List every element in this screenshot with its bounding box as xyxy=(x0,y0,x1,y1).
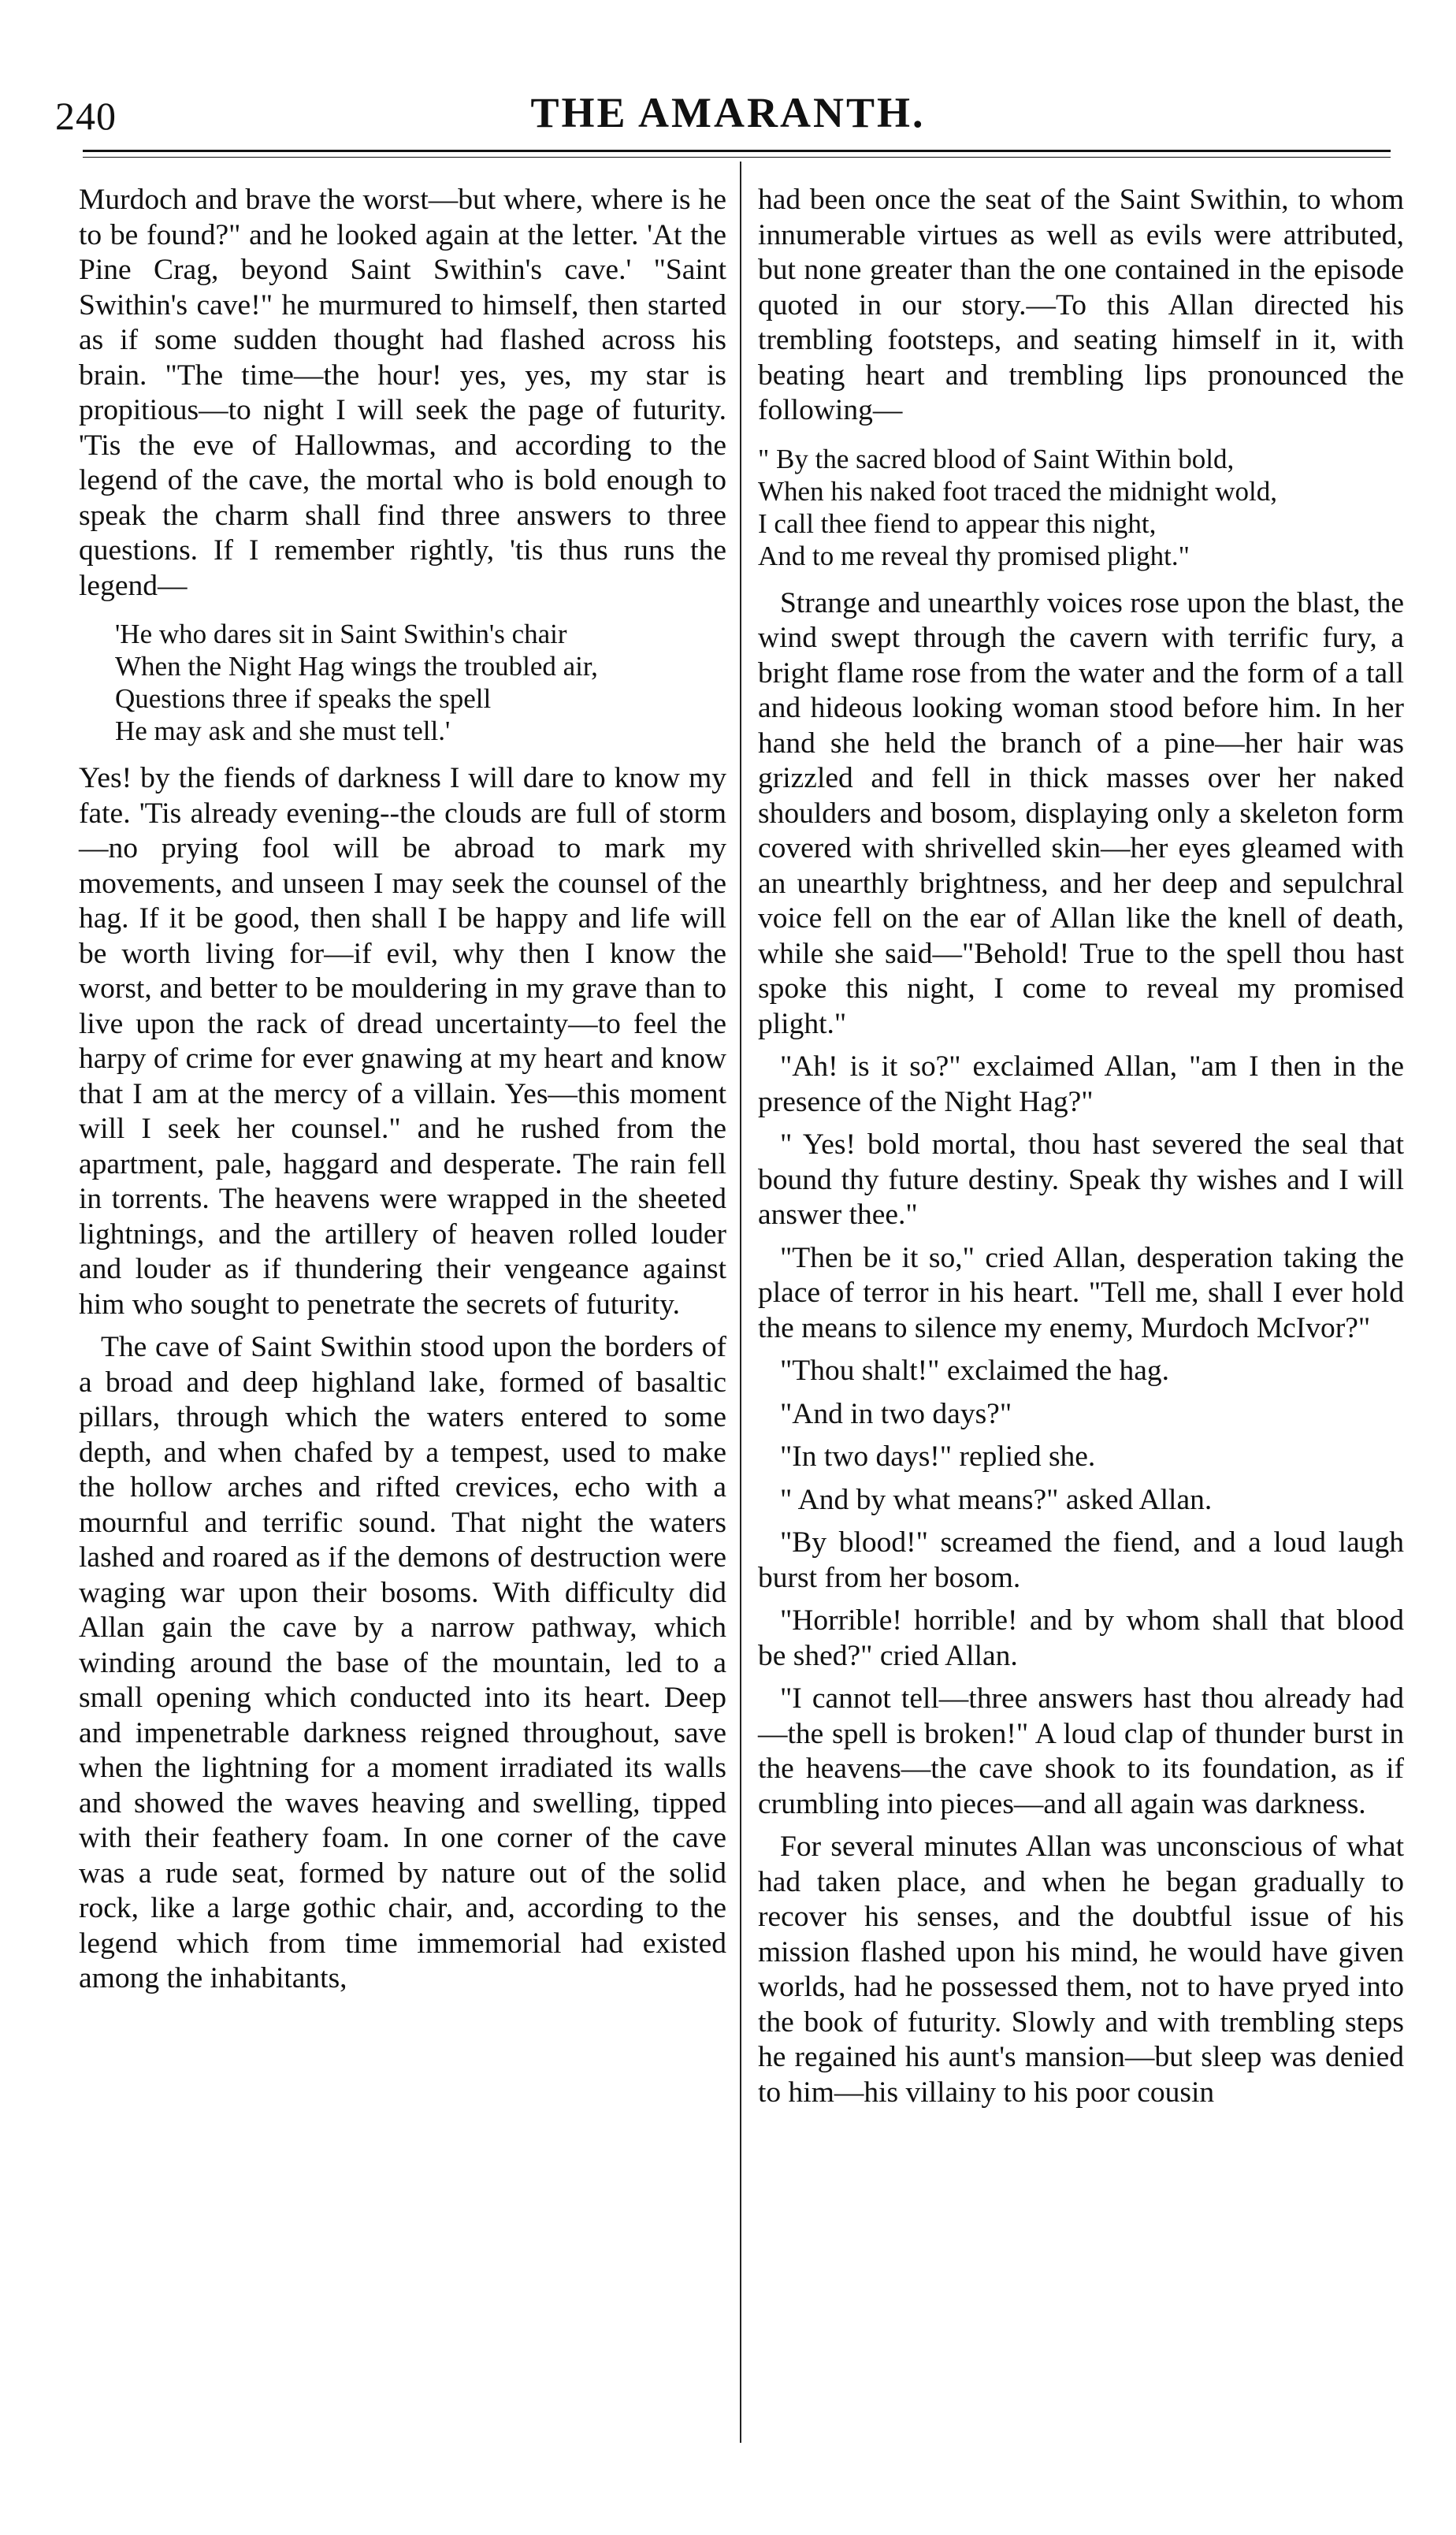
dialog-line-9: "Horrible! horrible! and by whom shall that blood be shed?" cried Allan. xyxy=(758,1604,1404,1672)
left-verse-line-3: Questions three if speaks the spell xyxy=(115,683,492,714)
right-verse xyxy=(758,443,1404,572)
right-verse-line-1: " By the sacred blood of Saint Within bold, xyxy=(758,443,1235,474)
right-paragraph-2: Strange and unearthly voices rose upon the blast, the wind swept through the cavern with terrific fury, a bright flame rose from the water and the form of a tall and hideous looking woman stood before him. In her hand she held the branch of a pine—her hair was grizzled and fell in thick masses over her naked shoulders and bosom, displaying only a skeleton form covered with shrivelled skin—her eyes gleamed with an unearthly brightness, and her deep and sepulchral voice fell on the ear of Allan like the knell of death, while she said—"Behold! True to the spell thou hast spoke this night, I come to reveal my promised plight." xyxy=(758,586,1404,1040)
left-column xyxy=(79,183,726,1997)
dialog-line-6: "In two days!" replied she. xyxy=(780,1440,1096,1473)
right-verse-line-3: I call thee fiend to appear this night, xyxy=(758,507,1157,539)
running-title: THE AMARANTH. xyxy=(530,89,926,136)
right-column xyxy=(758,183,1404,2110)
dialog-line-1: "Ah! is it so?" exclaimed Allan, "am I then in the presence of the Night Hag?" xyxy=(758,1050,1404,1118)
dialog-line-8: "By blood!" screamed the fiend, and a loud laugh burst from her bosom. xyxy=(758,1526,1404,1594)
right-verse-line-4: And to me reveal thy promised plight." xyxy=(758,540,1190,571)
dialog-line-4: "Thou shalt!" exclaimed the hag. xyxy=(780,1355,1170,1387)
page-number: 240 xyxy=(55,94,117,138)
dialog-line-10: "I cannot tell—three answers hast thou already had—the spell is broken!" A loud clap of thunder burst in the heavens—the cave shook to its foundation, as if crumbling into pieces—and all again was darkness. xyxy=(758,1682,1404,1820)
left-paragraph-2: Yes! by the fiends of darkness I will dare to know my fate. 'Tis already evening--the clouds are full of storm—no prying fool will be abroad to mark my movements, and unseen I may seek the counsel of the hag. If it be good, then shall I be happy and life will be worth living for—if evil, why then I know the worst, and better to be mouldering in my grave than to live upon the rack of dread uncertainty—to feel the harpy of crime for ever gnawing at my heart and know that I am at the mercy of a villain. Yes—this moment will I seek her counsel." and he rushed from the apartment, pale, haggard and desperate. The rain fell in torrents. The heavens were wrapped in the sheeted lightnings, and the artillery of heaven rolled louder and louder as if thundering their vengeance against him who sought to penetrate the secrets of futurity. xyxy=(79,762,726,1321)
header-rule-thin xyxy=(83,157,1391,158)
left-verse xyxy=(79,618,726,747)
right-verse-line-2: When his naked foot traced the midnight wold, xyxy=(758,475,1278,507)
column-divider xyxy=(740,162,741,2443)
left-paragraph-1: Murdoch and brave the worst—but where, where is he to be found?" and he looked again at the letter. 'At the Pine Crag, beyond Saint Swithin's cave.' "Saint Swithin's cave!" he murmured to himself, then started as if some sudden thought had flashed across his brain. "The time—the hour! yes, yes, my star is propitious—to night I will seek the page of futurity. 'Tis the eve of Hallowmas, and according to the legend of the cave, the mortal who is bold enough to speak the charm shall find three answers to three questions. If I remember rightly, 'tis thus runs the legend— xyxy=(79,184,726,602)
dialog-line-7: " And by what means?" asked Allan. xyxy=(780,1483,1213,1516)
left-paragraph-3: The cave of Saint Swithin stood upon the borders of a broad and deep highland lake, formed of basaltic pillars, through which the waters entered to some depth, and when chafed by a tempest, used to make the hollow arches and rifted crevices, echo with a mournful and terrific sound. That night the waters lashed and roared as if the demons of destruction were waging war upon their bosoms. With difficulty did Allan gain the cave by a narrow pathway, which winding around the base of the mountain, led to a small opening which conducted into its heart. Deep and impenetrable darkness reigned throughout, save when the lightning for a moment irradiated its walls and showed the waves heaving and swelling, tipped with their feathery foam. In one corner of the cave was a rude seat, formed by nature out of the solid rock, like a large gothic chair, and, according to the legend which from time immemorial had existed among the inhabitants, xyxy=(79,1331,726,1994)
left-verse-line-4: He may ask and she must tell.' xyxy=(115,716,451,746)
left-verse-line-1: 'He who dares sit in Saint Swithin's chair xyxy=(115,619,567,649)
header-rule xyxy=(83,150,1391,152)
right-paragraph-3: For several minutes Allan was unconscious of what had taken place, and when he began gradually to recover his senses, and the doubtful issue of his mission flashed upon his mind, he would have given worlds, had he possessed them, not to have pryed into the book of futurity. Slowly and with trembling steps he regained his aunt's mansion—but sleep was denied to him—his villainy to his poor cousin xyxy=(758,1831,1404,2109)
right-paragraph-1: had been once the seat of the Saint Swithin, to whom innumerable virtues as well as evils were attributed, but none greater than the one contained in the episode quoted in our story.—To this Allan directed his trembling footsteps, and seating himself in it, with beating heart and trembling lips pronounced the following— xyxy=(758,184,1404,426)
left-verse-line-2: When the Night Hag wings the troubled air, xyxy=(115,651,598,682)
dialog-line-2: " Yes! bold mortal, thou hast severed the seal that bound thy future destiny. Speak thy wishes and I will answer thee." xyxy=(758,1128,1404,1231)
dialog-line-3: "Then be it so," cried Allan, desperation taking the place of terror in his heart. "Tell me, shall I ever hold the means to silence my enemy, Murdoch McIvor?" xyxy=(758,1241,1404,1344)
dialog-line-5: "And in two days?" xyxy=(780,1397,1012,1430)
